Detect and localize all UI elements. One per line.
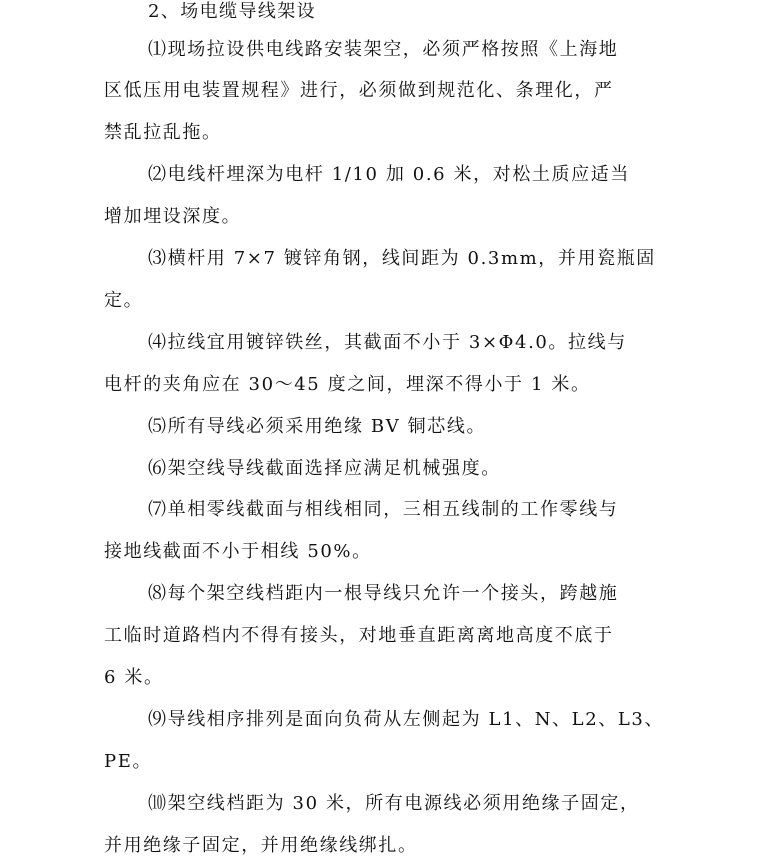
paragraph-3-line-1: ⑶横杆用 7×7 镀锌角钢，线间距为 0.3mm，并用瓷瓶固 [148, 248, 656, 269]
paragraph-5-line-1: ⑸所有导线必须采用绝缘 BV 铜芯线。 [148, 416, 487, 437]
paragraph-10-line-1: ⑽架空线档距为 30 米，所有电源线必须用绝缘子固定， [148, 793, 640, 814]
paragraph-10-line-2: 并用绝缘子固定，并用绝缘线绑扎。 [104, 835, 418, 856]
paragraph-1-line-3: 禁乱拉乱拖。 [104, 122, 222, 143]
paragraph-7-line-1: ⑺单相零线截面与相线相同，三相五线制的工作零线与 [148, 499, 619, 520]
paragraph-3-line-2: 定。 [104, 290, 144, 311]
paragraph-1-line-2: 区低压用电装置规程》进行，必须做到规范化、条理化，严 [104, 80, 614, 101]
paragraph-4-line-2: 电杆的夹角应在 30～45 度之间，埋深不得小于 1 米。 [104, 374, 591, 395]
section-heading: 2、场电缆导线架设 [148, 1, 317, 22]
paragraph-8-line-3: 6 米。 [104, 667, 164, 688]
paragraph-2-line-2: 增加埋设深度。 [104, 206, 242, 227]
paragraph-8-line-2: 工临时道路档内不得有接头，对地垂直距离离地高度不底于 [104, 625, 614, 646]
paragraph-6-line-1: ⑹架空线导线截面选择应满足机械强度。 [148, 458, 501, 479]
paragraph-4-line-1: ⑷拉线宜用镀锌铁丝，其截面不小于 3×Φ4.0。拉线与 [148, 332, 627, 353]
paragraph-1-line-1: ⑴现场拉设供电线路安装架空，必须严格按照《上海地 [148, 39, 619, 60]
paragraph-9-line-2: PE。 [104, 751, 153, 772]
paragraph-2-line-1: ⑵电线杆埋深为电杆 1/10 加 0.6 米，对松土质应适当 [148, 164, 630, 185]
paragraph-9-line-1: ⑼导线相序排列是面向负荷从左侧起为 L1、N、L2、L3、 [148, 709, 665, 730]
paragraph-7-line-2: 接地线截面不小于相线 50%。 [104, 541, 372, 562]
paragraph-8-line-1: ⑻每个架空线档距内一根导线只允许一个接头，跨越施 [148, 583, 619, 604]
